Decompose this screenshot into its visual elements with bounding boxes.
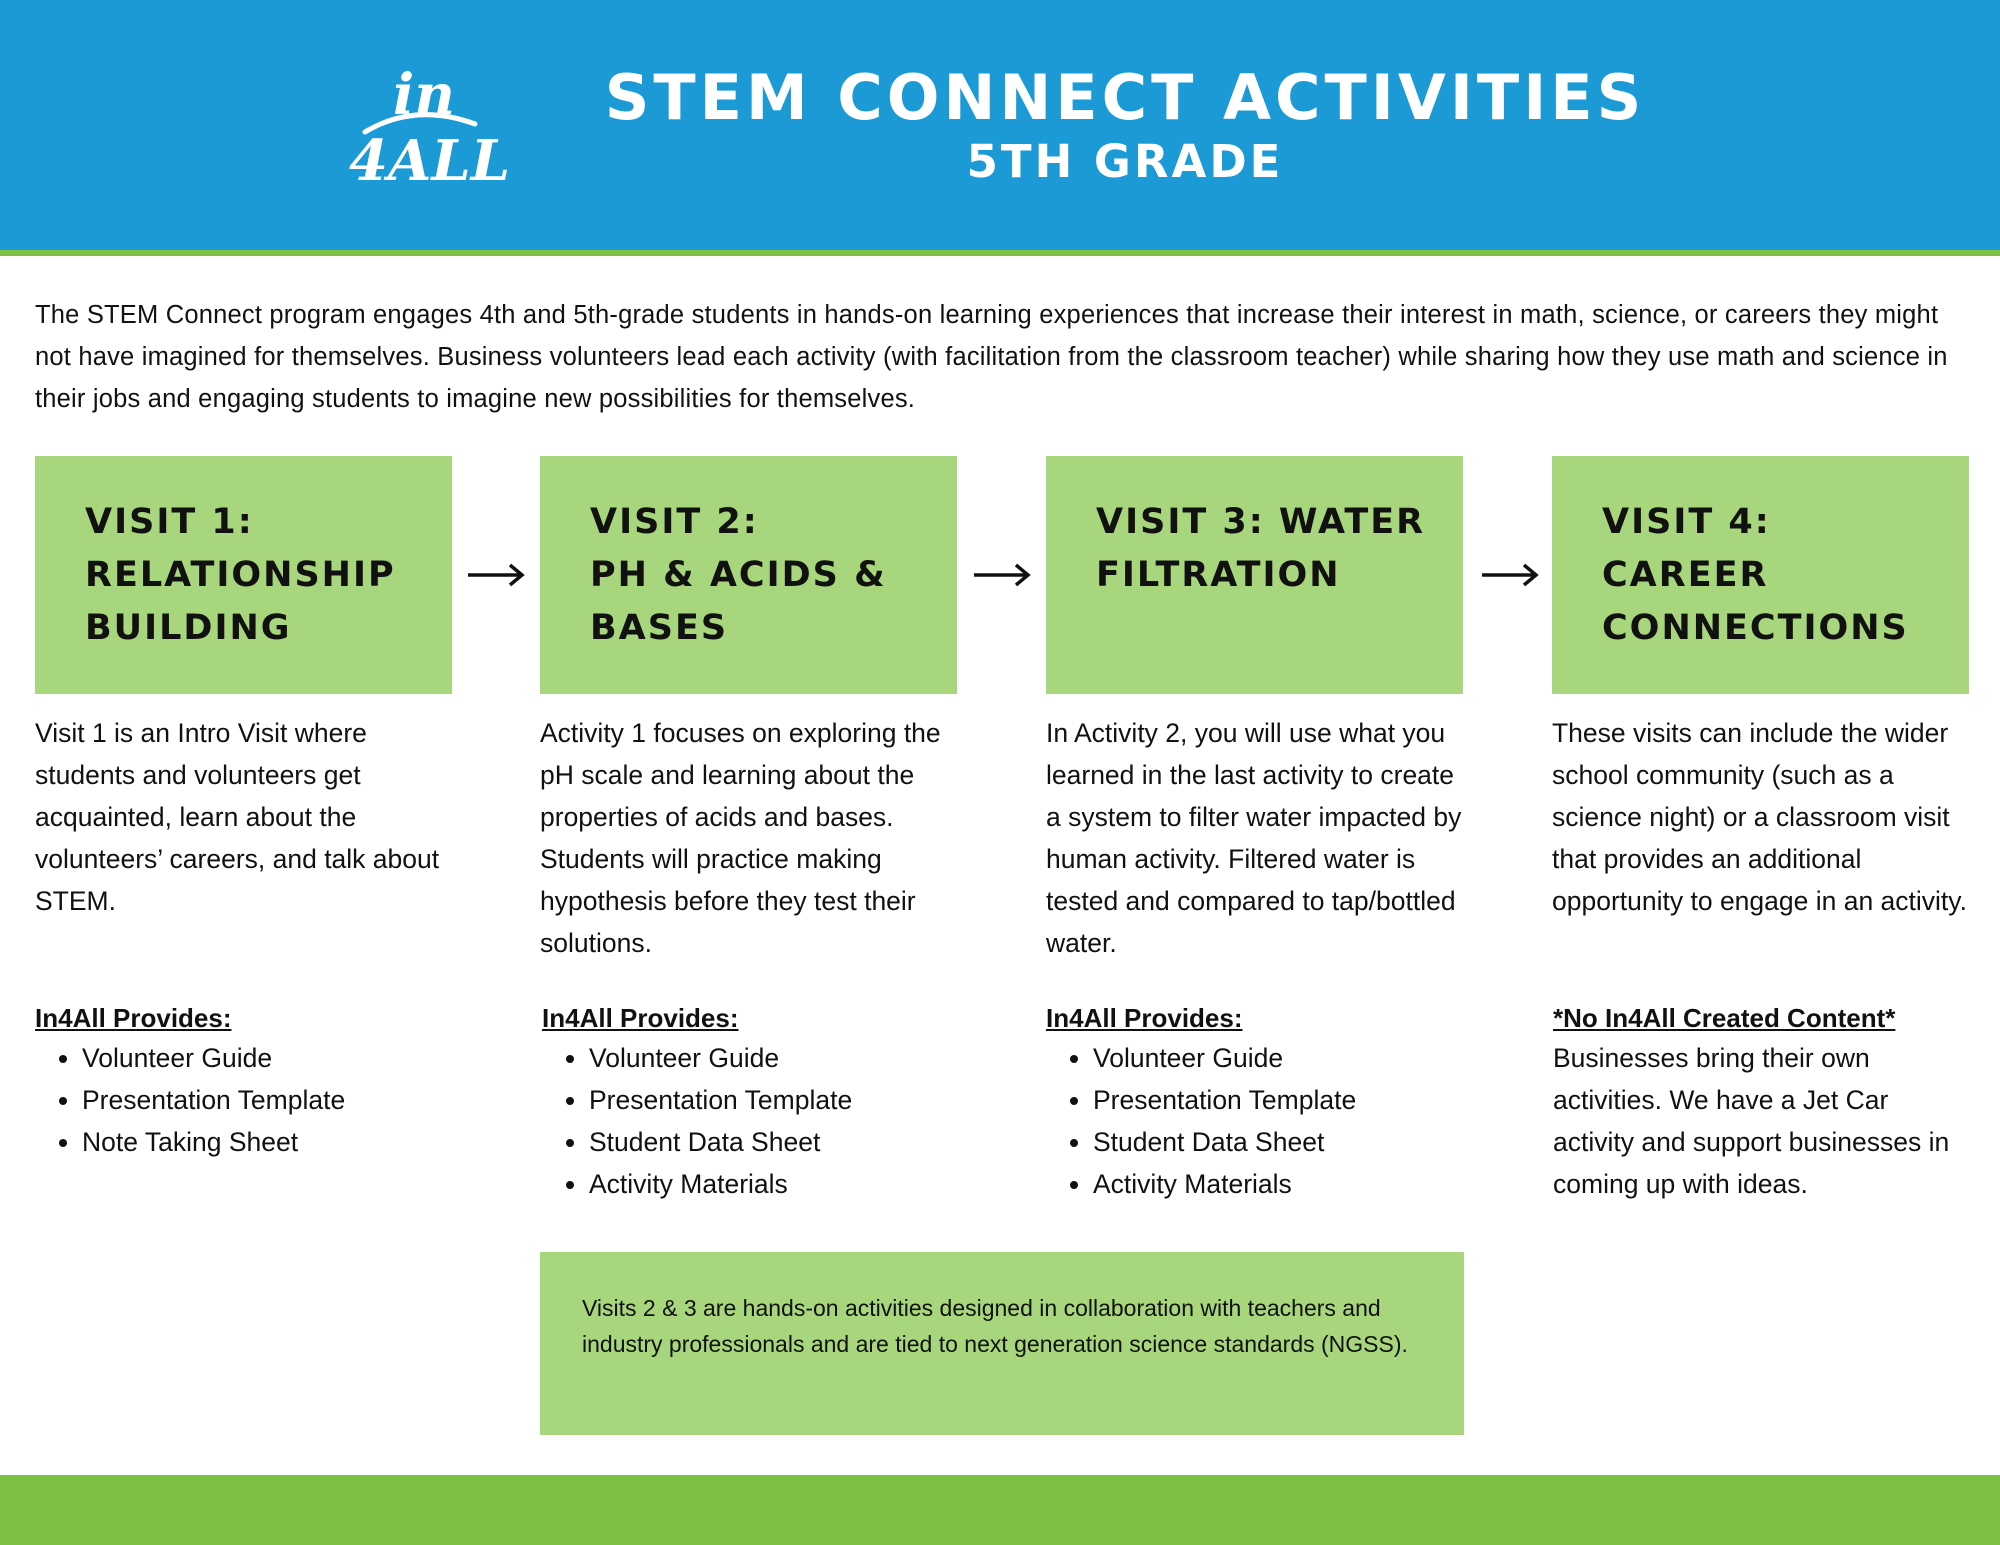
visit-3-provides-heading: In4All Provides: [1046,1003,1243,1033]
list-item: • Volunteer Guide [82,1037,482,1079]
visit-4-title [1602,496,1941,655]
header-stripe [0,250,2000,256]
visit-title-line: CONNECTIONS [1602,608,1909,648]
visit-title-line: VISIT 1: [85,502,254,542]
visit-title-line: CAREER [1602,555,1769,595]
visit-4-provides-heading: *No In4All Created Content* [1553,1003,1896,1033]
ngss-note-box [540,1252,1464,1435]
visit-3-box [1046,456,1463,694]
page-subtitle: 5TH GRADE [966,135,1284,188]
visit-3-provides-list [1046,1037,1493,1205]
visit-title-line: PH & ACIDS & [590,555,887,595]
visit-2-box [540,456,957,694]
list-item: • Note Taking Sheet [82,1121,482,1163]
visit-2-provides-heading: In4All Provides: [542,1003,739,1033]
visit-title-line: RELATIONSHIP [85,555,396,595]
visit-title-line: FILTRATION [1096,555,1341,595]
visit-2-description: Activity 1 focuses on exploring the pH scale and learning about the properties of acids and bases. Students will practice making hypothesis before they test their solutions. [540,718,941,958]
logo-text-4all: 4ALL [349,128,511,192]
list-item: • Presentation Template [82,1079,482,1121]
visit-title-line: VISIT 2: [590,502,759,542]
list-item: • Volunteer Guide [1093,1037,1493,1079]
visit-title-line: VISIT 4: [1602,502,1771,542]
list-item: • Presentation Template [1093,1079,1493,1121]
list-item: • Student Data Sheet [1093,1121,1493,1163]
intro-paragraph: The STEM Connect program engages 4th and 5th-grade students in hands-on learning experiences that increase their interest in math, science, or careers they might not have imagined for themselves. Business volunteers lead each activity (with facilitation from the classroom teacher) while sharing how they use math and science in their jobs and engaging students to imagine new possibilities for themselves. [35,301,1948,413]
list-item: • Activity Materials [1093,1163,1493,1205]
right-arrow-icon [1480,560,1540,590]
list-item: • Presentation Template [589,1079,989,1121]
visit-1-title [85,496,424,655]
visit-1-description: Visit 1 is an Intro Visit where students and volunteers get acquainted, learn about the volunteers’ careers, and talk about STEM. [35,718,440,916]
visit-1-provides-heading: In4All Provides: [35,1003,232,1033]
visit-2-title [590,496,929,655]
visit-2-provides-list [542,1037,989,1205]
ngss-note-text: Visits 2 & 3 are hands-on activities designed in collaboration with teachers and industry professionals and are tied to next generation science standards (NGSS). [582,1295,1408,1357]
visit-3-description: In Activity 2, you will use what you learned in the last activity to create a system to filter water impacted by human activity. Filtered water is tested and compared to tap/bottled water. [1046,718,1462,958]
list-item: • Activity Materials [589,1163,989,1205]
right-arrow-icon [972,560,1032,590]
logo-text-in: in [393,62,455,128]
list-item: • Volunteer Guide [589,1037,989,1079]
page-title: STEM CONNECT ACTIVITIES [604,61,1646,134]
footer-band [0,1475,2000,1545]
visit-4-provides-text: Businesses bring their own activities. We have a Jet Car activity and support businesses in coming up with ideas. [1553,1043,1950,1199]
visit-title-line: VISIT 3: WATER [1096,502,1426,542]
visit-4-box [1552,456,1969,694]
visit-title-line: BASES [590,608,729,648]
visit-4-description: These visits can include the wider school community (such as a science night) or a classroom visit that provides an additional opportunity to engage in an activity. [1552,718,1967,916]
visit-1-box [35,456,452,694]
header-banner [0,0,2000,250]
in4all-logo [345,62,520,192]
visit-title-line: BUILDING [85,608,292,648]
list-item: • Student Data Sheet [589,1121,989,1163]
right-arrow-icon [466,560,526,590]
visit-1-provides-list [35,1037,482,1163]
visit-3-title [1096,496,1435,602]
